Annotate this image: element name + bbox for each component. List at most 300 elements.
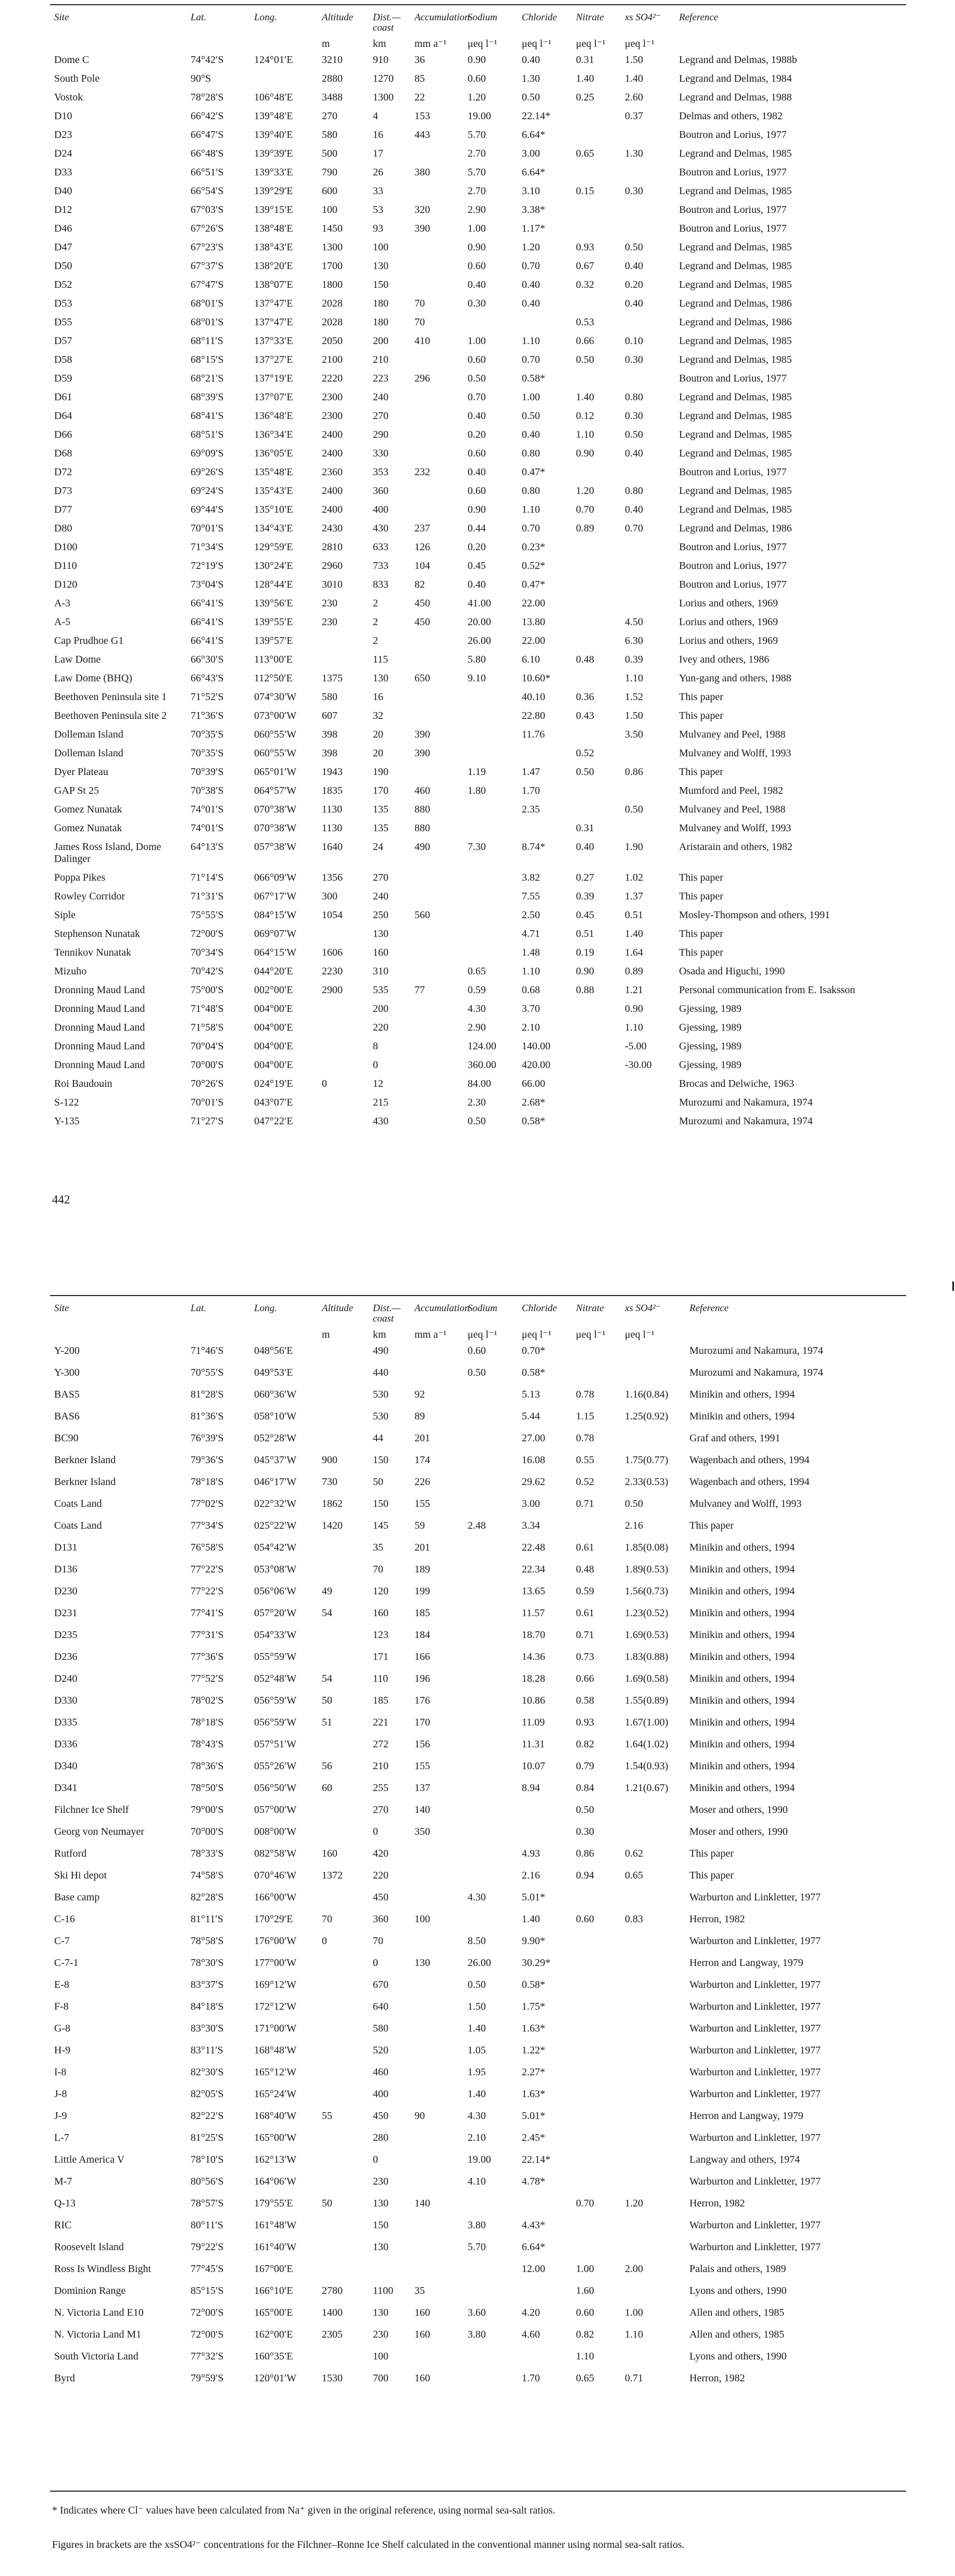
table-row <box>52 1389 906 1411</box>
cell-xs-so4 <box>623 560 677 579</box>
cell-lat: 68°01′S <box>191 298 224 309</box>
table-row <box>52 354 906 373</box>
cell-nitrate <box>574 1003 623 1022</box>
cell-long: 066°09′W <box>254 872 297 883</box>
cell-dist-coast: 240 <box>373 391 388 403</box>
cell-xs-so4: 0.40 <box>625 448 643 459</box>
cell-lat: 68°51′S <box>191 429 224 440</box>
cell-xs-so4: 2.33(0.53) <box>625 1476 669 1488</box>
cell-long: 052°48′W <box>254 1673 297 1684</box>
cell-nitrate <box>574 167 623 185</box>
cell-nitrate <box>574 2045 623 2066</box>
cell-site: Poppa Pikes <box>54 872 106 883</box>
cell-reference: Legrand and Delmas, 1985 <box>679 410 792 422</box>
cell-site: Filchner Ice Shelf <box>54 1804 129 1816</box>
cell-site: J-9 <box>54 2110 67 2122</box>
cell-sodium: 1.20 <box>468 92 486 103</box>
cell-site: Vostok <box>54 92 83 103</box>
cell-altitude: 1130 <box>322 822 343 834</box>
table-row <box>52 2307 906 2329</box>
cell-long: 138°43′E <box>254 242 293 253</box>
cell-long: 057°20′W <box>254 1607 297 1619</box>
cell-sodium: 0.40 <box>468 579 486 590</box>
cell-accumulation: 650 <box>414 672 430 684</box>
cell-site: D68 <box>54 448 72 459</box>
column-header-reference: Reference <box>679 12 719 23</box>
table-row <box>52 1476 906 1498</box>
cell-lat: 75°55′S <box>191 909 224 921</box>
table-row <box>52 2198 906 2219</box>
cell-sodium: 0.60 <box>468 354 486 365</box>
cell-xs-so4: 0.30 <box>625 354 643 365</box>
table-row <box>52 984 906 1003</box>
cell-altitude <box>320 1651 371 1673</box>
cell-chloride: 1.63* <box>522 2088 545 2100</box>
cell-lat: 77°36′S <box>191 1651 224 1663</box>
cell-site: C-16 <box>54 1913 75 1925</box>
cell-xs-so4: 1.52 <box>625 691 643 703</box>
table-row <box>52 148 906 167</box>
cell-altitude <box>320 2001 371 2023</box>
cell-long: 064°57′W <box>254 785 297 796</box>
cell-xs-so4 <box>623 1826 687 1848</box>
table-row <box>52 1022 906 1040</box>
cell-dist-coast: 150 <box>373 1498 388 1509</box>
cell-nitrate: 0.59 <box>576 1585 594 1597</box>
cell-long: 057°38′W <box>254 841 297 853</box>
page-separator <box>0 1249 955 1291</box>
cell-sodium <box>466 1542 520 1564</box>
cell-chloride: 3.34 <box>522 1520 540 1531</box>
cell-altitude: 3210 <box>322 54 343 66</box>
cell-site: Stephenson Nunatak <box>54 928 140 940</box>
cell-nitrate <box>574 204 623 223</box>
cell-lat: 64°13′S <box>191 841 224 853</box>
cell-long: 043°07′E <box>254 1097 293 1108</box>
cell-site: Berkner Island <box>54 1476 116 1488</box>
table-row <box>52 391 906 410</box>
cell-dist-coast: 0 <box>373 1957 378 1969</box>
cell-dist-coast: 223 <box>373 373 388 384</box>
cell-xs-so4: 3.50 <box>625 729 643 740</box>
cell-xs-so4 <box>623 2045 687 2066</box>
cell-sodium: 2.90 <box>468 204 486 215</box>
cell-accumulation <box>412 2176 466 2198</box>
cell-accumulation: 560 <box>414 909 430 921</box>
cell-accumulation <box>412 1935 466 1957</box>
cell-lat: 78°10′S <box>191 2154 224 2165</box>
cell-chloride: 1.10 <box>522 504 540 515</box>
cell-chloride: 0.80 <box>522 448 540 459</box>
cell-accumulation: 450 <box>414 598 430 609</box>
table-row <box>52 73 906 92</box>
cell-sodium: 5.70 <box>468 2241 486 2253</box>
cell-site: D64 <box>54 410 72 422</box>
cell-dist-coast: 700 <box>373 2372 388 2384</box>
cell-dist-coast: 280 <box>373 2132 388 2143</box>
cell-xs-so4: 1.64(1.02) <box>625 1739 669 1750</box>
cell-chloride: 2.10 <box>522 1022 540 1033</box>
cell-accumulation: 443 <box>414 129 430 141</box>
cell-lat: 79°00′S <box>191 1804 224 1816</box>
cell-sodium <box>466 1826 520 1848</box>
cell-altitude <box>320 1957 371 1979</box>
cell-altitude: 730 <box>322 1476 337 1488</box>
cell-accumulation: 89 <box>414 1411 425 1422</box>
cell-accumulation: 160 <box>414 2372 430 2384</box>
cell-altitude <box>320 654 371 672</box>
cell-altitude: 1300 <box>322 242 343 253</box>
cell-xs-so4 <box>623 1345 687 1367</box>
cell-dist-coast: 833 <box>373 579 388 590</box>
cell-nitrate: 0.43 <box>576 710 594 721</box>
cell-reference: This paper <box>689 1870 734 1881</box>
cell-dist-coast: 120 <box>373 1585 388 1597</box>
cell-reference: Personal communication from E. Isaksson <box>679 984 856 996</box>
cell-nitrate <box>574 804 623 822</box>
cell-sodium <box>466 1913 520 1935</box>
cell-sodium <box>466 1782 520 1804</box>
table-row <box>52 1979 906 2001</box>
cell-accumulation <box>412 354 466 373</box>
cell-accumulation: 226 <box>414 1476 430 1488</box>
cell-long: 166°10′E <box>254 2285 293 2296</box>
cell-lat: 70°00′S <box>191 1826 224 1837</box>
table-row <box>52 204 906 223</box>
cell-reference: Boutron and Lorius, 1977 <box>679 223 787 234</box>
cell-nitrate: 0.30 <box>576 1826 594 1837</box>
cell-site: Dyer Plateau <box>54 766 108 778</box>
cell-lat: 66°41′S <box>191 616 224 628</box>
cell-lat: 70°01′S <box>191 1097 224 1108</box>
cell-chloride: 0.23* <box>522 541 545 553</box>
cell-nitrate: 1.15 <box>576 1411 594 1422</box>
cell-xs-so4 <box>623 167 677 185</box>
cell-altitude <box>320 2132 371 2154</box>
unit-dist-coast: km <box>373 38 386 49</box>
table-row <box>52 1782 906 1804</box>
cell-reference: Lorius and others, 1969 <box>679 616 778 628</box>
cell-sodium: 4.30 <box>468 2110 486 2122</box>
cell-altitude <box>320 1022 371 1040</box>
cell-dist-coast: 100 <box>373 242 388 253</box>
cell-long: 129°59′E <box>254 541 293 553</box>
cell-dist-coast: 20 <box>373 729 383 740</box>
cell-nitrate: 0.70 <box>576 2198 594 2209</box>
column-header-altitude: Altitude <box>322 12 354 23</box>
cell-nitrate: 0.32 <box>576 279 594 290</box>
column-header-xs-so4: xs SO4²⁻ <box>625 12 661 23</box>
cell-long: 112°50′E <box>254 672 293 684</box>
cell-reference: Palais and others, 1989 <box>689 2263 786 2275</box>
cell-site: D12 <box>54 204 72 215</box>
unit-altitude: m <box>322 1329 330 1340</box>
cell-lat: 66°41′S <box>191 635 224 646</box>
cell-altitude: 2810 <box>322 541 343 553</box>
cell-reference: This paper <box>679 710 723 721</box>
cell-xs-so4 <box>623 2110 687 2132</box>
cell-altitude <box>320 1059 371 1078</box>
cell-reference: Boutron and Lorius, 1977 <box>679 129 787 141</box>
cell-xs-so4 <box>623 2132 687 2154</box>
cell-altitude: 2400 <box>322 504 343 515</box>
cell-long: 004°00′E <box>254 1022 293 1033</box>
cell-chloride: 2.50 <box>522 909 540 921</box>
cell-reference: Warburton and Linkletter, 1977 <box>689 2132 821 2143</box>
cell-accumulation: 70 <box>414 298 425 309</box>
cell-chloride: 10.86 <box>522 1695 545 1706</box>
cell-long: 060°36′W <box>254 1389 297 1400</box>
cell-site: Base camp <box>54 1892 100 1903</box>
cell-chloride: 22.80 <box>522 710 545 721</box>
cell-sodium <box>466 1717 520 1739</box>
cell-nitrate <box>574 635 623 654</box>
cell-long: 124°01′E <box>254 54 293 66</box>
cell-long: 177°00′W <box>254 1957 297 1969</box>
cell-accumulation <box>412 485 466 504</box>
cell-dist-coast: 221 <box>373 1717 388 1728</box>
cell-altitude <box>320 1389 371 1411</box>
cell-altitude: 1054 <box>322 909 343 921</box>
cell-accumulation: 189 <box>414 1564 430 1575</box>
cell-reference: Gjessing, 1989 <box>679 1040 742 1052</box>
cell-dist-coast: 130 <box>373 260 388 272</box>
cell-lat: 70°04′S <box>191 1040 224 1052</box>
cell-site: D235 <box>54 1629 78 1641</box>
cell-xs-so4 <box>623 1115 677 1134</box>
unit-nitrate: μeq l⁻¹ <box>576 38 606 49</box>
table-row <box>52 804 906 822</box>
cell-chloride: 3.10 <box>522 185 540 197</box>
cell-chloride: 22.14* <box>522 110 550 122</box>
cell-xs-so4: 0.10 <box>625 335 643 347</box>
cell-lat: 78°28′S <box>191 92 224 103</box>
cell-reference: Lyons and others, 1990 <box>689 2285 787 2296</box>
cell-chloride: 1.63* <box>522 2023 545 2034</box>
table-row <box>52 1695 906 1717</box>
cell-site: Rutford <box>54 1848 87 1859</box>
cell-lat: 74°01′S <box>191 822 224 834</box>
cell-xs-so4: 1.30 <box>625 148 643 159</box>
table-row <box>52 466 906 485</box>
cell-xs-so4: 0.37 <box>625 110 643 122</box>
cell-site: D72 <box>54 466 72 478</box>
cell-long: 055°26′W <box>254 1760 297 1772</box>
cell-dist-coast: 270 <box>373 410 388 422</box>
table-row <box>52 598 906 616</box>
cell-dist-coast: 2 <box>373 616 378 628</box>
cell-chloride: 1.70 <box>522 785 540 796</box>
cell-sodium <box>466 822 520 841</box>
cell-long: 168°40′W <box>254 2110 297 2122</box>
cell-nitrate: 0.50 <box>576 354 594 365</box>
cell-altitude: 580 <box>322 691 337 703</box>
cell-accumulation <box>412 1979 466 2001</box>
cell-accumulation <box>412 148 466 167</box>
cell-sodium: 84.00 <box>468 1078 491 1089</box>
table-bottom-rule <box>50 2491 906 2492</box>
cell-chloride: 11.09 <box>522 1717 545 1728</box>
cell-sodium: 0.50 <box>468 1115 486 1127</box>
table-row <box>52 891 906 909</box>
unit-chloride: μeq l⁻¹ <box>522 1329 551 1340</box>
cell-dist-coast: 430 <box>373 523 388 534</box>
table-row <box>52 928 906 947</box>
cell-site: D59 <box>54 373 72 384</box>
cell-long: 056°59′W <box>254 1717 297 1728</box>
cell-altitude: 2050 <box>322 335 343 347</box>
cell-long: 056°06′W <box>254 1585 297 1597</box>
cell-chloride: 10.07 <box>522 1760 545 1772</box>
cell-reference: This paper <box>679 691 723 703</box>
table-row <box>52 1673 906 1695</box>
cell-chloride: 2.16 <box>522 1870 540 1881</box>
cell-site: D23 <box>54 129 72 141</box>
cell-reference: Minikin and others, 1994 <box>689 1411 795 1422</box>
cell-site: D61 <box>54 391 72 403</box>
cell-chloride: 0.70* <box>522 1345 545 1356</box>
cell-dist-coast: 1100 <box>373 2285 394 2296</box>
cell-accumulation <box>412 1040 466 1059</box>
cell-sodium: 0.59 <box>468 984 486 996</box>
table-row <box>52 1935 906 1957</box>
cell-lat: 74°42′S <box>191 54 224 66</box>
cell-long: 164°06′W <box>254 2176 297 2187</box>
cell-lat: 66°48′S <box>191 148 224 159</box>
cell-nitrate <box>574 2001 623 2023</box>
cell-xs-so4 <box>623 2088 687 2110</box>
cell-sodium <box>466 1739 520 1760</box>
cell-chloride: 4.60 <box>522 2329 540 2340</box>
cell-lat: 71°46′S <box>191 1345 224 1356</box>
cell-nitrate: 1.00 <box>576 2263 594 2275</box>
cell-long: 170°29′E <box>254 1913 293 1925</box>
cell-nitrate: 0.50 <box>576 1804 594 1816</box>
cell-long: 136°34′E <box>254 429 293 440</box>
cell-long: 135°43′E <box>254 485 293 497</box>
cell-reference: Legrand and Delmas, 1985 <box>679 354 792 365</box>
cell-long: 137°33′E <box>254 335 293 347</box>
cell-altitude: 1372 <box>322 1870 343 1881</box>
cell-lat: 78°33′S <box>191 1848 224 1859</box>
cell-sodium: 3.80 <box>468 2219 486 2231</box>
cell-site: Y-200 <box>54 1345 80 1356</box>
cell-sodium: 0.65 <box>468 966 486 977</box>
cell-altitude: 1450 <box>322 223 343 234</box>
cell-sodium: 41.00 <box>468 598 491 609</box>
cell-site: D33 <box>54 167 72 178</box>
table-row <box>52 2001 906 2023</box>
cell-reference: Legrand and Delmas, 1986 <box>679 316 792 328</box>
cell-chloride: 11.57 <box>522 1607 545 1619</box>
cell-accumulation <box>412 185 466 204</box>
cell-lat: 85°15′S <box>191 2285 224 2296</box>
cell-site: D330 <box>54 1695 78 1706</box>
unit-altitude: m <box>322 38 330 49</box>
table-row <box>52 373 906 391</box>
cell-xs-so4: 0.80 <box>625 485 643 497</box>
table-row <box>52 1739 906 1760</box>
cell-dist-coast: 130 <box>373 672 388 684</box>
cell-accumulation: 176 <box>414 1695 430 1706</box>
cell-lat: 78°57′S <box>191 2198 224 2209</box>
cell-sodium <box>466 928 520 947</box>
cell-lat: 71°48′S <box>191 1003 224 1014</box>
cell-nitrate: 1.40 <box>576 73 594 84</box>
cell-nitrate: 0.50 <box>576 766 594 778</box>
cell-sodium: 3.60 <box>468 2307 486 2318</box>
cell-site: D46 <box>54 223 72 234</box>
cell-nitrate: 0.71 <box>576 1629 594 1641</box>
cell-reference: This paper <box>679 872 723 883</box>
cell-dist-coast: 633 <box>373 541 388 553</box>
cell-chloride: 22.00 <box>522 635 545 646</box>
cell-site: BC90 <box>54 1432 79 1444</box>
cell-lat: 68°11′S <box>191 335 223 347</box>
cell-site: D340 <box>54 1760 78 1772</box>
cell-chloride: 2.68* <box>522 1097 545 1108</box>
cell-reference: Minikin and others, 1994 <box>689 1717 795 1728</box>
cell-dist-coast: 130 <box>373 928 388 940</box>
cell-nitrate: 0.65 <box>576 2372 594 2384</box>
table-row <box>52 1585 906 1607</box>
cell-xs-so4: 0.50 <box>625 429 643 440</box>
cell-nitrate: 0.48 <box>576 1564 594 1575</box>
cell-dist-coast: 70 <box>373 1564 383 1575</box>
cell-altitude: 54 <box>322 1607 332 1619</box>
cell-dist-coast: 160 <box>373 1607 388 1619</box>
cell-dist-coast: 115 <box>373 654 388 665</box>
cell-dist-coast: 420 <box>373 1848 388 1859</box>
cell-long: 138°20′E <box>254 260 293 272</box>
table-row <box>52 316 906 335</box>
cell-reference: Minikin and others, 1994 <box>689 1564 795 1575</box>
cell-reference: Graf and others, 1991 <box>689 1432 781 1444</box>
cell-lat: 81°28′S <box>191 1389 224 1400</box>
cell-long: 139°15′E <box>254 204 293 215</box>
cell-long: 055°59′W <box>254 1651 297 1663</box>
table-row <box>52 429 906 448</box>
cell-altitude <box>320 1804 371 1826</box>
cell-long: 024°19′E <box>254 1078 293 1089</box>
cell-sodium: 5.70 <box>468 129 486 141</box>
cell-nitrate: 0.93 <box>576 242 594 253</box>
cell-altitude <box>320 1345 371 1367</box>
cell-nitrate <box>574 2088 623 2110</box>
cell-site: Beethoven Peninsula site 1 <box>54 691 167 703</box>
cell-altitude <box>320 1097 371 1115</box>
cell-sodium: 2.30 <box>468 1097 486 1108</box>
cell-chloride: 0.40 <box>522 54 540 66</box>
cell-chloride <box>520 1804 574 1826</box>
cell-altitude: 3010 <box>322 579 343 590</box>
cell-site: D77 <box>54 504 72 515</box>
cell-sodium <box>466 2285 520 2307</box>
cell-xs-so4: 1.20 <box>625 2198 643 2209</box>
cell-lat: 69°24′S <box>191 485 224 497</box>
cell-sodium: 0.50 <box>468 1367 486 1378</box>
cell-accumulation <box>412 448 466 466</box>
cell-altitude <box>320 1542 371 1564</box>
table-row <box>52 279 906 298</box>
cell-site: D231 <box>54 1607 78 1619</box>
cell-chloride: 0.58* <box>522 1367 545 1378</box>
cell-accumulation <box>412 1367 466 1389</box>
table-row <box>52 2351 906 2372</box>
cell-chloride: 1.00 <box>522 391 540 403</box>
cell-sodium: 2.48 <box>468 1520 486 1531</box>
cell-nitrate: 0.52 <box>576 747 594 759</box>
